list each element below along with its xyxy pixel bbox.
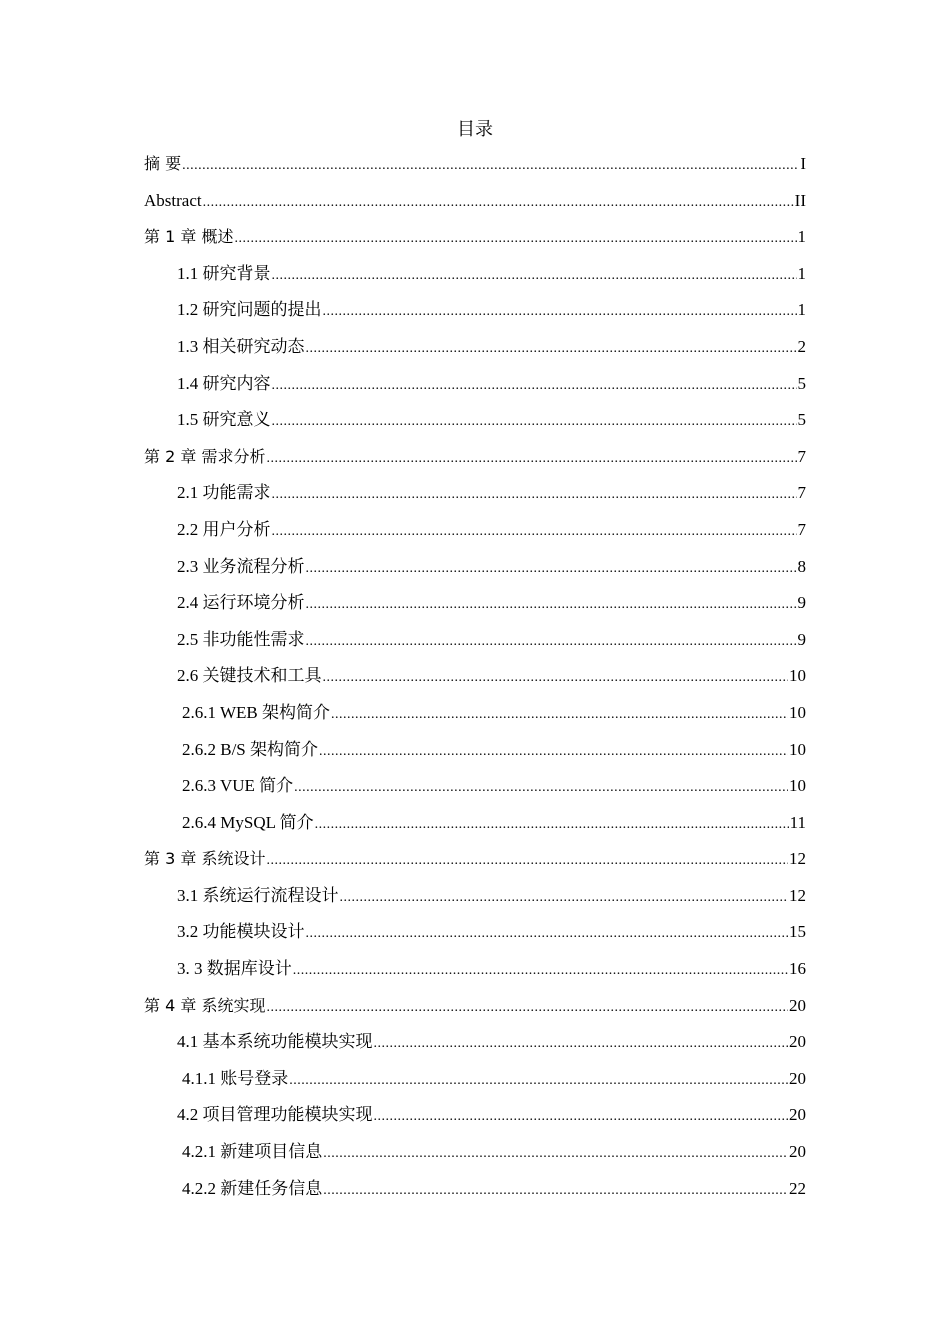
toc-page-number: 5: [797, 410, 806, 430]
toc-entry[interactable]: [144, 914, 806, 951]
toc-entry-text: 第 1 章 概述: [144, 227, 234, 247]
toc-entry-text: 2.6.4 MySQL 简介: [182, 812, 314, 832]
toc-entry[interactable]: [144, 256, 806, 293]
toc-dot-leader: [306, 587, 797, 624]
toc-page-number: 5: [797, 373, 806, 393]
toc-entry[interactable]: [144, 1134, 806, 1171]
toc-dot-leader: [272, 368, 797, 405]
toc-page-number: 7: [797, 483, 806, 503]
toc-dot-leader: [323, 660, 789, 697]
toc-page-number: 9: [797, 629, 806, 649]
toc-entry-text: 1.4 研究内容: [177, 373, 271, 393]
toc-entry[interactable]: [144, 695, 806, 732]
toc-page-number: 20: [789, 1105, 806, 1125]
toc-entry-text: 1.5 研究意义: [177, 410, 271, 430]
toc-entry[interactable]: [144, 732, 806, 769]
toc-page-number: 11: [789, 812, 806, 832]
toc-dot-leader: [266, 843, 788, 880]
toc-entry-text: 1.1 研究背景: [177, 263, 271, 283]
toc-page-number: 20: [789, 1142, 806, 1162]
toc-page-number: 22: [789, 1178, 806, 1198]
toc-page-number: I: [800, 154, 806, 173]
toc-entry[interactable]: [144, 768, 806, 805]
toc-entry[interactable]: [144, 292, 806, 329]
toc-entry-text: 2.5 非功能性需求: [177, 629, 305, 649]
toc-page-number: 7: [797, 519, 806, 539]
toc-entry-text: 2.6.3 VUE 简介: [182, 776, 294, 796]
toc-entry[interactable]: [144, 585, 806, 622]
toc-list: [144, 146, 806, 1207]
toc-page-number: 20: [789, 1032, 806, 1052]
toc-entry-text: Abstract: [144, 190, 202, 210]
toc-entry[interactable]: [144, 183, 806, 220]
toc-page-number: 10: [789, 666, 806, 686]
toc-page-number: 1: [797, 263, 806, 283]
toc-page-number: 10: [789, 702, 806, 722]
toc-dot-leader: [340, 880, 789, 917]
toc-dot-leader: [272, 258, 797, 295]
toc-dot-leader: [323, 294, 797, 331]
toc-entry-text: 3. 3 数据库设计: [177, 959, 292, 979]
toc-dot-leader: [203, 185, 794, 222]
toc-entry[interactable]: [144, 805, 806, 842]
toc-entry-text: 2.6.1 WEB 架构简介: [182, 702, 330, 722]
toc-entry[interactable]: [144, 549, 806, 586]
toc-page-number: 1: [797, 227, 806, 247]
toc-dot-leader: [323, 1136, 788, 1173]
toc-dot-leader: [306, 624, 797, 661]
toc-entry-text: 1.3 相关研究动态: [177, 336, 305, 356]
toc-entry[interactable]: [144, 512, 806, 549]
toc-page-number: 16: [789, 959, 806, 979]
toc-dot-leader: [306, 916, 789, 953]
toc-entry[interactable]: [144, 475, 806, 512]
toc-entry-text: 4.2.2 新建任务信息: [182, 1178, 323, 1198]
toc-dot-leader: [319, 734, 788, 771]
toc-dot-leader: [266, 441, 796, 478]
toc-entry-text: 2.6.2 B/S 架构简介: [182, 739, 319, 759]
toc-entry-text: 1.2 研究问题的提出: [177, 300, 322, 320]
toc-entry-text: 2.6 关键技术和工具: [177, 666, 322, 686]
toc-entry[interactable]: [144, 622, 806, 659]
toc-page-number: 9: [797, 593, 806, 613]
toc-page-number: 8: [797, 556, 806, 576]
toc-dot-leader: [331, 697, 788, 734]
toc-entry[interactable]: [144, 402, 806, 439]
toc-entry-text: 3.1 系统运行流程设计: [177, 885, 339, 905]
toc-entry[interactable]: [144, 988, 806, 1025]
toc-entry-text: 2.4 运行环境分析: [177, 593, 305, 613]
toc-entry[interactable]: [144, 1171, 806, 1208]
toc-dot-leader: [315, 807, 789, 844]
toc-entry[interactable]: [144, 1061, 806, 1098]
toc-entry[interactable]: [144, 951, 806, 988]
toc-entry-text: 4.2 项目管理功能模块实现: [177, 1105, 373, 1125]
toc-page-number: 12: [789, 885, 806, 905]
toc-entry[interactable]: [144, 878, 806, 915]
toc-entry-text: 3.2 功能模块设计: [177, 922, 305, 942]
toc-page-number: 10: [789, 776, 806, 796]
toc-dot-leader: [374, 1026, 789, 1063]
toc-entry-text: 4.2.1 新建项目信息: [182, 1142, 323, 1162]
toc-dot-leader: [374, 1099, 789, 1136]
toc-entry[interactable]: [144, 219, 806, 256]
toc-entry-text: 第 4 章 系统实现: [144, 995, 266, 1015]
toc-dot-leader: [272, 477, 797, 514]
toc-page-number: 20: [789, 1068, 806, 1088]
toc-entry-text: 2.2 用户分析: [177, 519, 271, 539]
toc-dot-leader: [234, 221, 796, 258]
toc-entry-text: 摘 要: [144, 154, 182, 173]
toc-entry-text: 4.1 基本系统功能模块实现: [177, 1032, 373, 1052]
toc-dot-leader: [182, 148, 799, 185]
toc-dot-leader: [323, 1173, 788, 1210]
toc-page-number: 7: [797, 446, 806, 466]
toc-page-number: 2: [797, 336, 806, 356]
toc-dot-leader: [289, 1063, 788, 1100]
toc-entry[interactable]: [144, 1024, 806, 1061]
toc-dot-leader: [306, 331, 797, 368]
toc-page-number: 1: [797, 300, 806, 320]
toc-entry[interactable]: [144, 439, 806, 476]
toc-entry-text: 第 3 章 系统设计: [144, 849, 266, 869]
toc-page-number: 12: [789, 849, 806, 869]
toc-dot-leader: [272, 404, 797, 441]
toc-dot-leader: [306, 551, 797, 588]
toc-entry-text: 2.3 业务流程分析: [177, 556, 305, 576]
toc-entry[interactable]: [144, 366, 806, 403]
toc-page-number: 15: [789, 922, 806, 942]
toc-dot-leader: [266, 990, 788, 1027]
toc-dot-leader: [294, 770, 788, 807]
toc-entry-text: 2.1 功能需求: [177, 483, 271, 503]
toc-entry[interactable]: [144, 329, 806, 366]
toc-entry[interactable]: [144, 841, 806, 878]
toc-dot-leader: [272, 514, 797, 551]
toc-dot-leader: [293, 953, 788, 990]
toc-title: 目录: [457, 119, 493, 139]
toc-page-number: II: [794, 190, 806, 210]
toc-entry-text: 4.1.1 账号登录: [182, 1068, 289, 1088]
toc-entry-text: 第 2 章 需求分析: [144, 446, 266, 466]
toc-entry[interactable]: [144, 146, 806, 183]
toc-page-number: 20: [789, 995, 806, 1015]
toc-entry[interactable]: [144, 658, 806, 695]
toc-entry[interactable]: [144, 1097, 806, 1134]
toc-page-number: 10: [789, 739, 806, 759]
